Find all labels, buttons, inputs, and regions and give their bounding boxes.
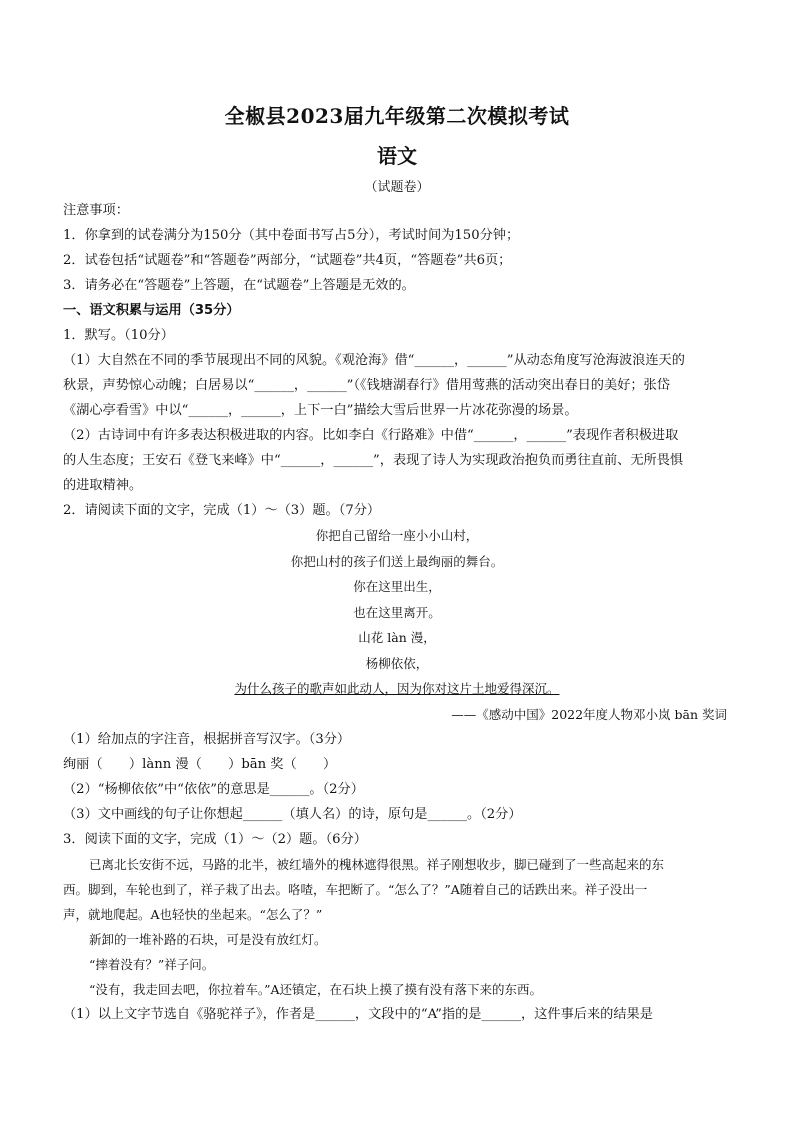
passage-line: “没有，我走回去吧，你拉着车。”A还镇定，在石块上摸了摸有没有落下来的东西。 [89, 981, 543, 997]
passage-line: 已离北长安街不远，马路的北半，被红墙外的槐林遮得很黑。祥子刚想收步，脚已碰到了一些高起来的东 [89, 856, 665, 872]
note-item: 2．试卷包括“试题卷”和“答题卷”两部分，“试题卷”共4页，“答题卷”共6页； [63, 253, 512, 268]
note-item: 3．请务必在“答题卷”上答题，在“试题卷”上答题是无效的。 [63, 278, 415, 293]
poem-source: ——《感动中国》2022年度人物邓小岚 bān 奖词 [451, 706, 727, 722]
exam-title: 全椒县2023届九年级第二次模拟考试 [224, 104, 570, 128]
passage-line: 声，就地爬起。A也轻快的坐起来。“怎么了？” [63, 906, 323, 922]
paper-type-label: （试题卷） [364, 180, 430, 195]
question-2-stem: 2．请阅读下面的文字，完成（1）～（3）题。（7分） [63, 503, 381, 518]
subject-title: 语文 [377, 144, 417, 168]
passage-line: “摔着没有？”祥子问。 [89, 956, 215, 972]
poem-line: 杨柳依依， [365, 655, 429, 671]
question-1-stem: 1．默写。（10分） [63, 328, 174, 343]
question-3-stem: 3．阅读下面的文字，完成（1）～（2）题。（6分） [63, 831, 367, 847]
exam-body [63, 198, 731, 1027]
poem-line: 你把自己留给一座小小山村， [315, 528, 479, 543]
poem-line: 也在这里离开。 [353, 604, 441, 620]
question-1-part-1-line: （1）大自然在不同的季节展现出不同的风貌。《观沧海》借“______，______”从动态角度写沧海波浪连天的 [63, 353, 685, 368]
poem-line: 山花 làn 漫， [358, 630, 436, 645]
question-2-sub-1-answer: 绚丽（ ）lànn 漫（ ）bān 奖（ ） [63, 756, 337, 772]
question-1-part-1-line: 秋景，声势惊心动魄；白居易以“______，______”（《钱塘湖春行》借用莺燕的活动突出春日的美好；张岱 [63, 378, 670, 393]
notes-heading: 注意事项： [63, 203, 129, 218]
poem-underlined-line: 为什么孩子的歌声如此动人，因为你对这片土地爱得深沉。 [234, 681, 560, 696]
poem-line: 你把山村的孩子们送上最绚丽的舞台。 [290, 553, 504, 569]
question-1-part-2-line: （2）古诗词中有许多表达积极进取的内容。比如李白《行路难》中借“______，______”表现作者积极进取 [63, 428, 679, 443]
passage-block [63, 852, 731, 1002]
question-1-part-1-line: 《湖心亭看雪》中以“______，______，上下一白”描绘大雪后世界一片冰花弥漫的场景。 [63, 403, 578, 418]
poem-block [63, 523, 731, 702]
passage-line: 新卸的一堆补路的石块，可是没有放红灯。 [89, 931, 327, 947]
note-item: 1．你拿到的试卷满分为150分（其中卷面书写占5分），考试时间为150分钟； [63, 228, 520, 243]
question-1-part-2-line: 的进取精神。 [63, 478, 143, 493]
poem-line: 你在这里出生， [353, 579, 441, 594]
question-2-sub-2: （2）“杨柳依依”中“依依”的意思是______。（2分） [63, 781, 364, 797]
section-heading: 一、语文积累与运用（35分） [63, 303, 240, 318]
question-2-sub-3: （3）文中画线的句子让你想起______（填人名）的诗，原句是______。（2分） [63, 806, 522, 822]
passage-line: 西。脚到，车轮也到了，祥子栽了出去。咯喳，车把断了。“怎么了？”A随着自己的话跌出来。祥子没出一 [63, 881, 648, 897]
question-1-part-2-line: 的人生态度；王安石《登飞来峰》中“______，______”，表现了诗人为实现政治抱负而勇往直前、无所畏惧 [63, 453, 684, 468]
question-3-sub-1: （1）以上文字节选自《骆驼祥子》，作者是______，文段中的“A”指的是______，这件事后来的结果是 [63, 1006, 653, 1022]
question-2-sub-1: （1）给加点的字注音，根据拼音写汉字。（3分） [63, 731, 351, 747]
